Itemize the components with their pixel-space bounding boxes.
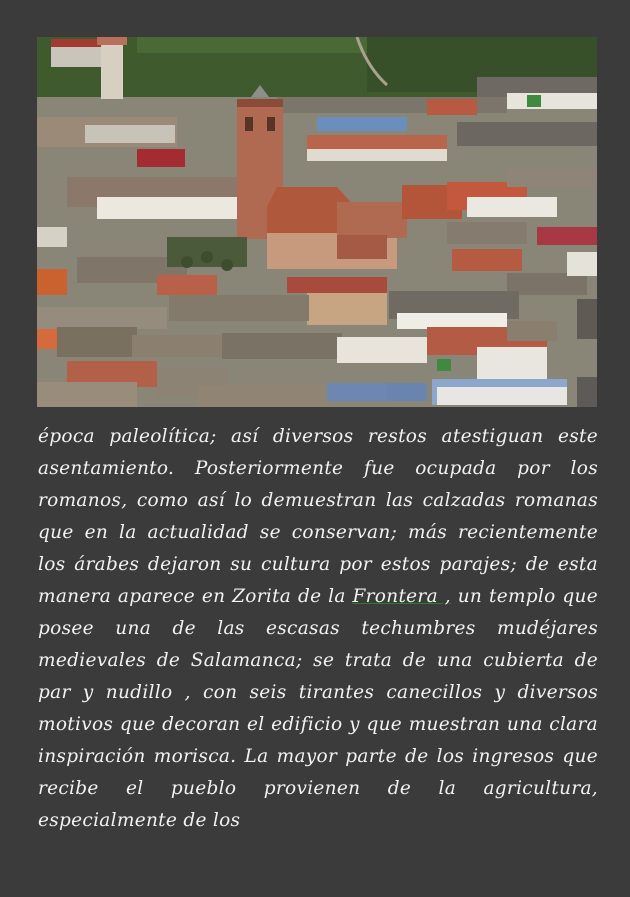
frontera-link[interactable]: Frontera ,: [352, 586, 451, 607]
paragraph-text-end: un templo que posee una de las escasas techumbres mudéjares medievales de Salamanca; se trata de una cubierta de par y nudillo , con seis tirantes canecillos y diversos motivos que decoran el edificio y que muestran una clara inspiración morisca. La mayor parte de los ingresos que recibe el pueblo provienen de la agricultura, especialmente de los: [38, 586, 599, 831]
article-paragraph: [38, 421, 598, 837]
town-photo-illustration: [37, 37, 597, 407]
paragraph-text-start: época paleolítica; así diversos restos atestiguan este asentamiento. Posteriormente fue ocupada por los romanos, como así lo demuestran las calzadas romanas que en la actualidad se conservan; más recientemente los árabes dejaron su cultura por estos parajes; de esta manera aparece en Zorita de la: [38, 426, 598, 607]
town-aerial-photo: [37, 37, 597, 407]
